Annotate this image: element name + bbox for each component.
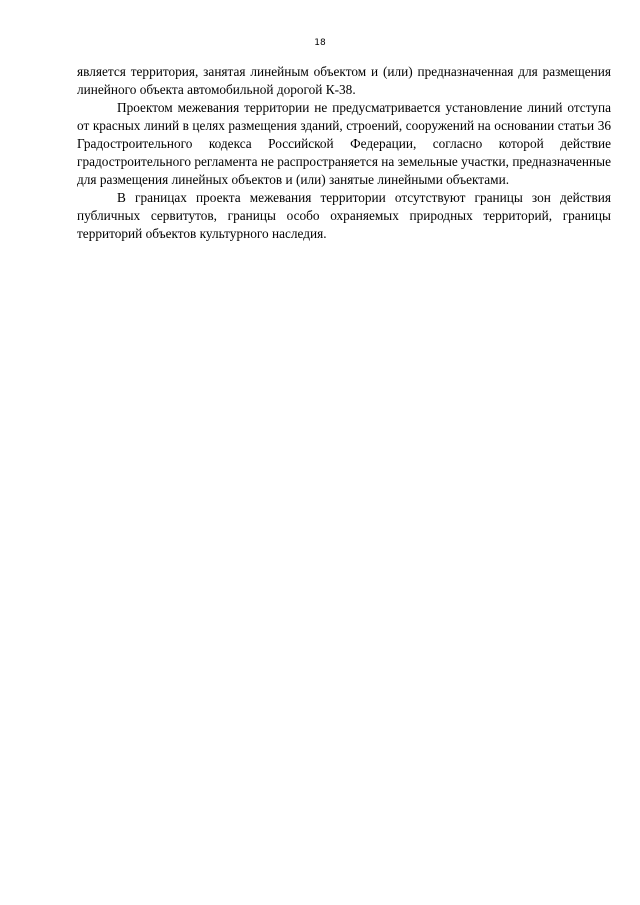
body-text — [77, 63, 611, 243]
paragraph-continuation: является территория, занятая линейным объектом и (или) предназначенная для размещения линейного объекта автомобильной дорогой К-38. — [77, 64, 611, 97]
paragraph-setback-lines: Проектом межевания территории не предусматривается установление линий отступа от красных линий в целях размещения зданий, строений, сооружений на основании статьи 36 Градостроительного кодекса Российской Федерации, согласно которой действие градостроительного регламента не распространяется на земельные участки, предназначенные для размещения линейных объектов и (или) занятые линейными объектами. — [77, 100, 611, 187]
paragraph-boundaries: В границах проекта межевания территории отсутствуют границы зон действия публичных сервитутов, границы особо охраняемых природных территорий, границы территорий объектов культурного наследия. — [77, 190, 611, 241]
page-number: 18 — [314, 38, 326, 48]
